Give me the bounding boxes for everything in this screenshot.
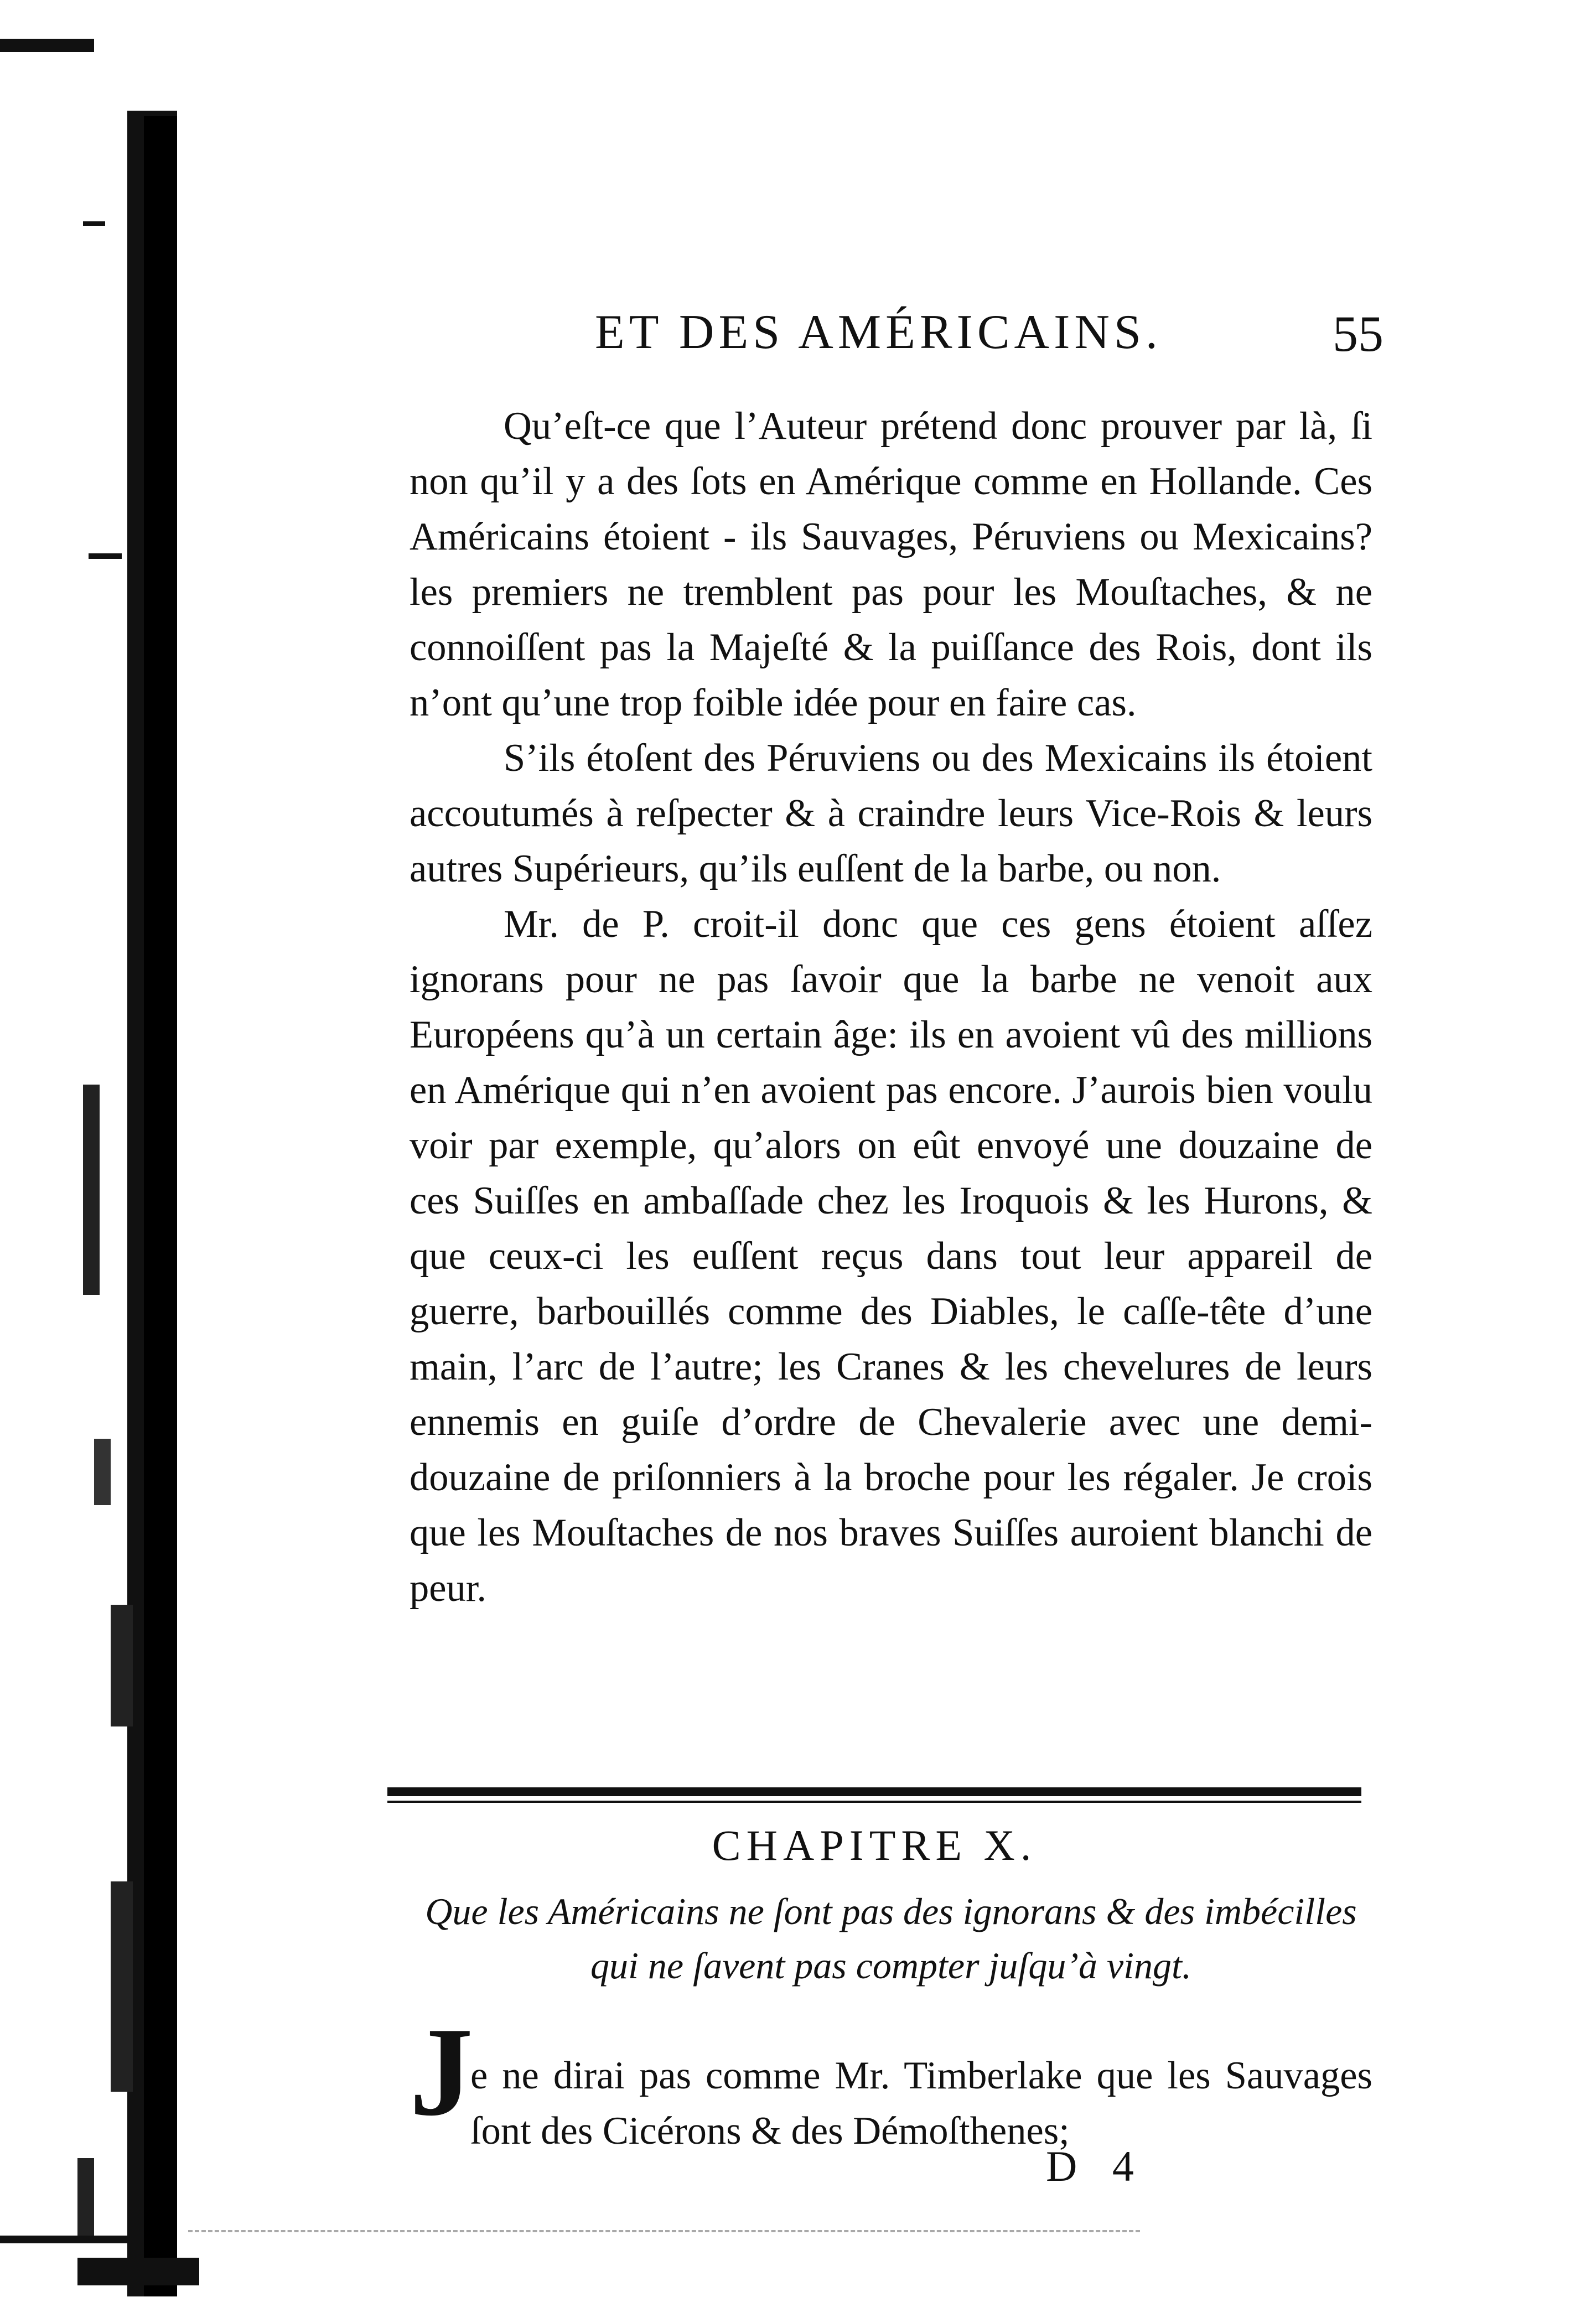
page-header	[410, 288, 1383, 371]
scan-noise	[188, 2230, 1140, 2238]
paragraph-3: Mr. de P. croit-il donc que ces gens étoient aſſez ignorans pour ne pas ſavoir que la barbe ne venoit aux Européens qu’à un certain âge: ils en avoient vû des millions en Amérique qui n’en avoient pas encore. J’aurois bien voulu voir par exemple, qu’alors on eût envoyé une douzaine de ces Suiſſes en ambaſſade chez les Iroquois & les Hurons, & que ceux-ci les euſſent reçus dans tout leur appareil de guerre, barbouillés comme des Diables, le caſſe-tête d’une main, l’arc de l’autre; les Cranes & les chevelures de leurs ennemis en guiſe d’ordre de Chevalerie avec une demi-douzaine de priſonniers à la broche pour les régaler. Je crois que les Mouſtaches de nos braves Suiſſes auroient blanchi de peur.	[410, 903, 1372, 1610]
paragraph-1: Qu’eſt-ce que l’Auteur prétend donc prouver par là, ſi non qu’il y a des ſots en Amérique comme en Hollande. Ces Américains étoient - ils Sauvages, Péruviens ou Mexicains? les premiers ne tremblent pas pour les Mouſtaches, & ne connoiſſent pas la Majeſté & la puiſſance des Rois, dont ils n’ont qu’une trop foible idée pour en faire cas.	[410, 405, 1372, 724]
body-text	[410, 398, 1372, 1616]
running-title: ET DES AMÉRICAINS.	[595, 305, 1162, 359]
chapter-opening	[410, 2001, 1372, 2197]
paragraph-2: S’ils étoſent des Péruviens ou des Mexicains ils étoient accoutumés à reſpecter & à craindre leurs Vice-Rois & leurs autres Supérieurs, qu’ils euſſent de la barbe, ou non.	[410, 737, 1372, 890]
chapter-subtitle: Que les Américains ne ſont pas des ignorans & des imbécilles qui ne ſavent pas compter juſqu’à vingt.	[425, 1890, 1357, 1987]
binding-shadow	[0, 0, 199, 2297]
opening-text: e ne dirai pas comme Mr. Timberlake que les Sauvages ſont des Cicérons & des Démoſthenes;	[470, 2054, 1372, 2153]
signature-mark: D 4	[1046, 2142, 1146, 2190]
page-number: 55	[1333, 305, 1383, 362]
chapter-heading: CHAPITRE X.	[712, 1821, 1037, 1869]
section-rule-thick	[387, 1787, 1361, 1796]
section-rule-thin	[387, 1801, 1361, 1803]
drop-cap: J	[410, 2001, 473, 2142]
